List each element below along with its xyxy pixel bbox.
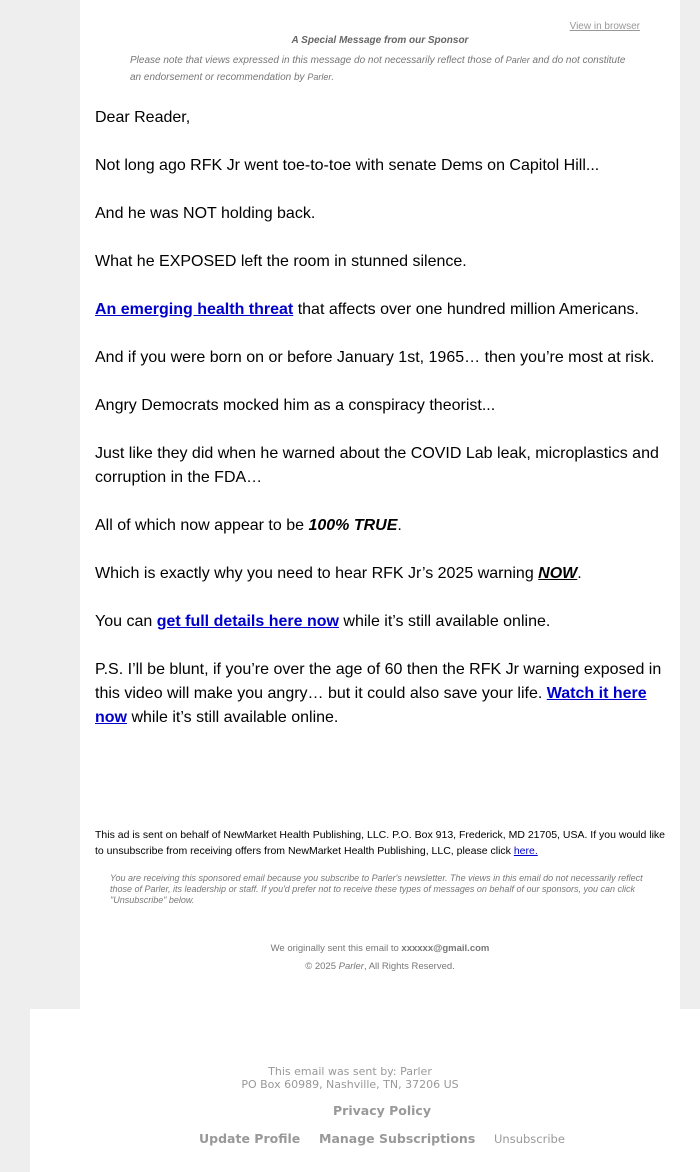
emphasis-now: NOW [538,565,578,582]
footer-sent-by: This email was sent by: Parler [268,1065,432,1078]
watch-it-link[interactable]: Watch it here now [95,685,647,726]
emphasis-true: 100% TRUE [308,517,398,534]
newsletter-notice: You are receiving this sponsored email because you subscribe to Parler's newsletter. The views in this email do not necessarily reflect those of Parler, its leadership or staff. If you'd prefer not to receive these types of messages on behalf of our sponsors, you can click "Unsubscribe" below. [110,873,643,905]
paragraph: What he EXPOSED left the room in stunned silence. [95,253,467,270]
advertiser-unsubscribe-link[interactable]: here. [513,845,538,857]
advertiser-notice: This ad is sent on behalf of NewMarket Health Publishing, LLC. P.O. Box 913, Frederick, MD 21705, USA. If you would like to unsubscribe from receiving offers from NewMarket Health Publishing, LLC, please click here. [95,829,666,857]
sponsor-disclaimer: Please note that views expressed in this message do not necessarily reflect those of Parler and do not constitute an endorsement or recommendation by Parler. [130,55,626,83]
sent-to-line: We originally sent this email to xxxxxx@gmail.com [270,943,490,954]
update-profile-link[interactable]: Update Profile [199,1131,301,1146]
health-threat-link[interactable]: An emerging health threat [95,301,294,318]
privacy-policy-link[interactable]: Privacy Policy [333,1103,431,1118]
paragraph: And he was NOT holding back. [95,205,316,222]
manage-subscriptions-link[interactable]: Manage Subscriptions [319,1131,476,1146]
full-details-link[interactable]: get full details here now [156,613,339,630]
postscript: P.S. I’ll be blunt, if you’re over the age of 60 then the RFK Jr warning exposed in this video will make you angry… but it could also save your life. Watch it here now while it’s still available online. [95,661,662,726]
email-card [80,0,680,1009]
paragraph: Angry Democrats mocked him as a conspiracy theorist... [95,397,496,414]
view-in-browser-link[interactable]: View in browser [569,21,640,32]
paragraph: And if you were born on or before January 1st, 1965… then you’re most at risk. [95,349,655,366]
paragraph: Just like they did when he warned about the COVID Lab leak, microplastics and corruption in the FDA… [95,445,659,486]
unsubscribe-link[interactable]: Unsubscribe [494,1132,565,1146]
paragraph: All of which now appear to be 100% TRUE. [95,517,402,534]
greeting: Dear Reader, [95,109,191,126]
paragraph: An emerging health threat that affects over one hundred million Americans. [95,301,639,318]
paragraph: You can get full details here now while it’s still available online. [95,613,551,630]
recipient-email: xxxxxx@gmail.com [401,943,490,954]
paragraph: Not long ago RFK Jr went toe-to-toe with senate Dems on Capitol Hill... [95,157,600,174]
message-body [95,106,670,754]
paragraph: Which is exactly why you need to hear RFK Jr’s 2025 warning NOW. [95,565,582,582]
copyright: © 2025 Parler, All Rights Reserved. [305,961,455,972]
sponsor-title: A Special Message from our Sponsor [291,35,469,46]
footer-address: PO Box 60989, Nashville, TN, 37206 US [241,1078,459,1091]
